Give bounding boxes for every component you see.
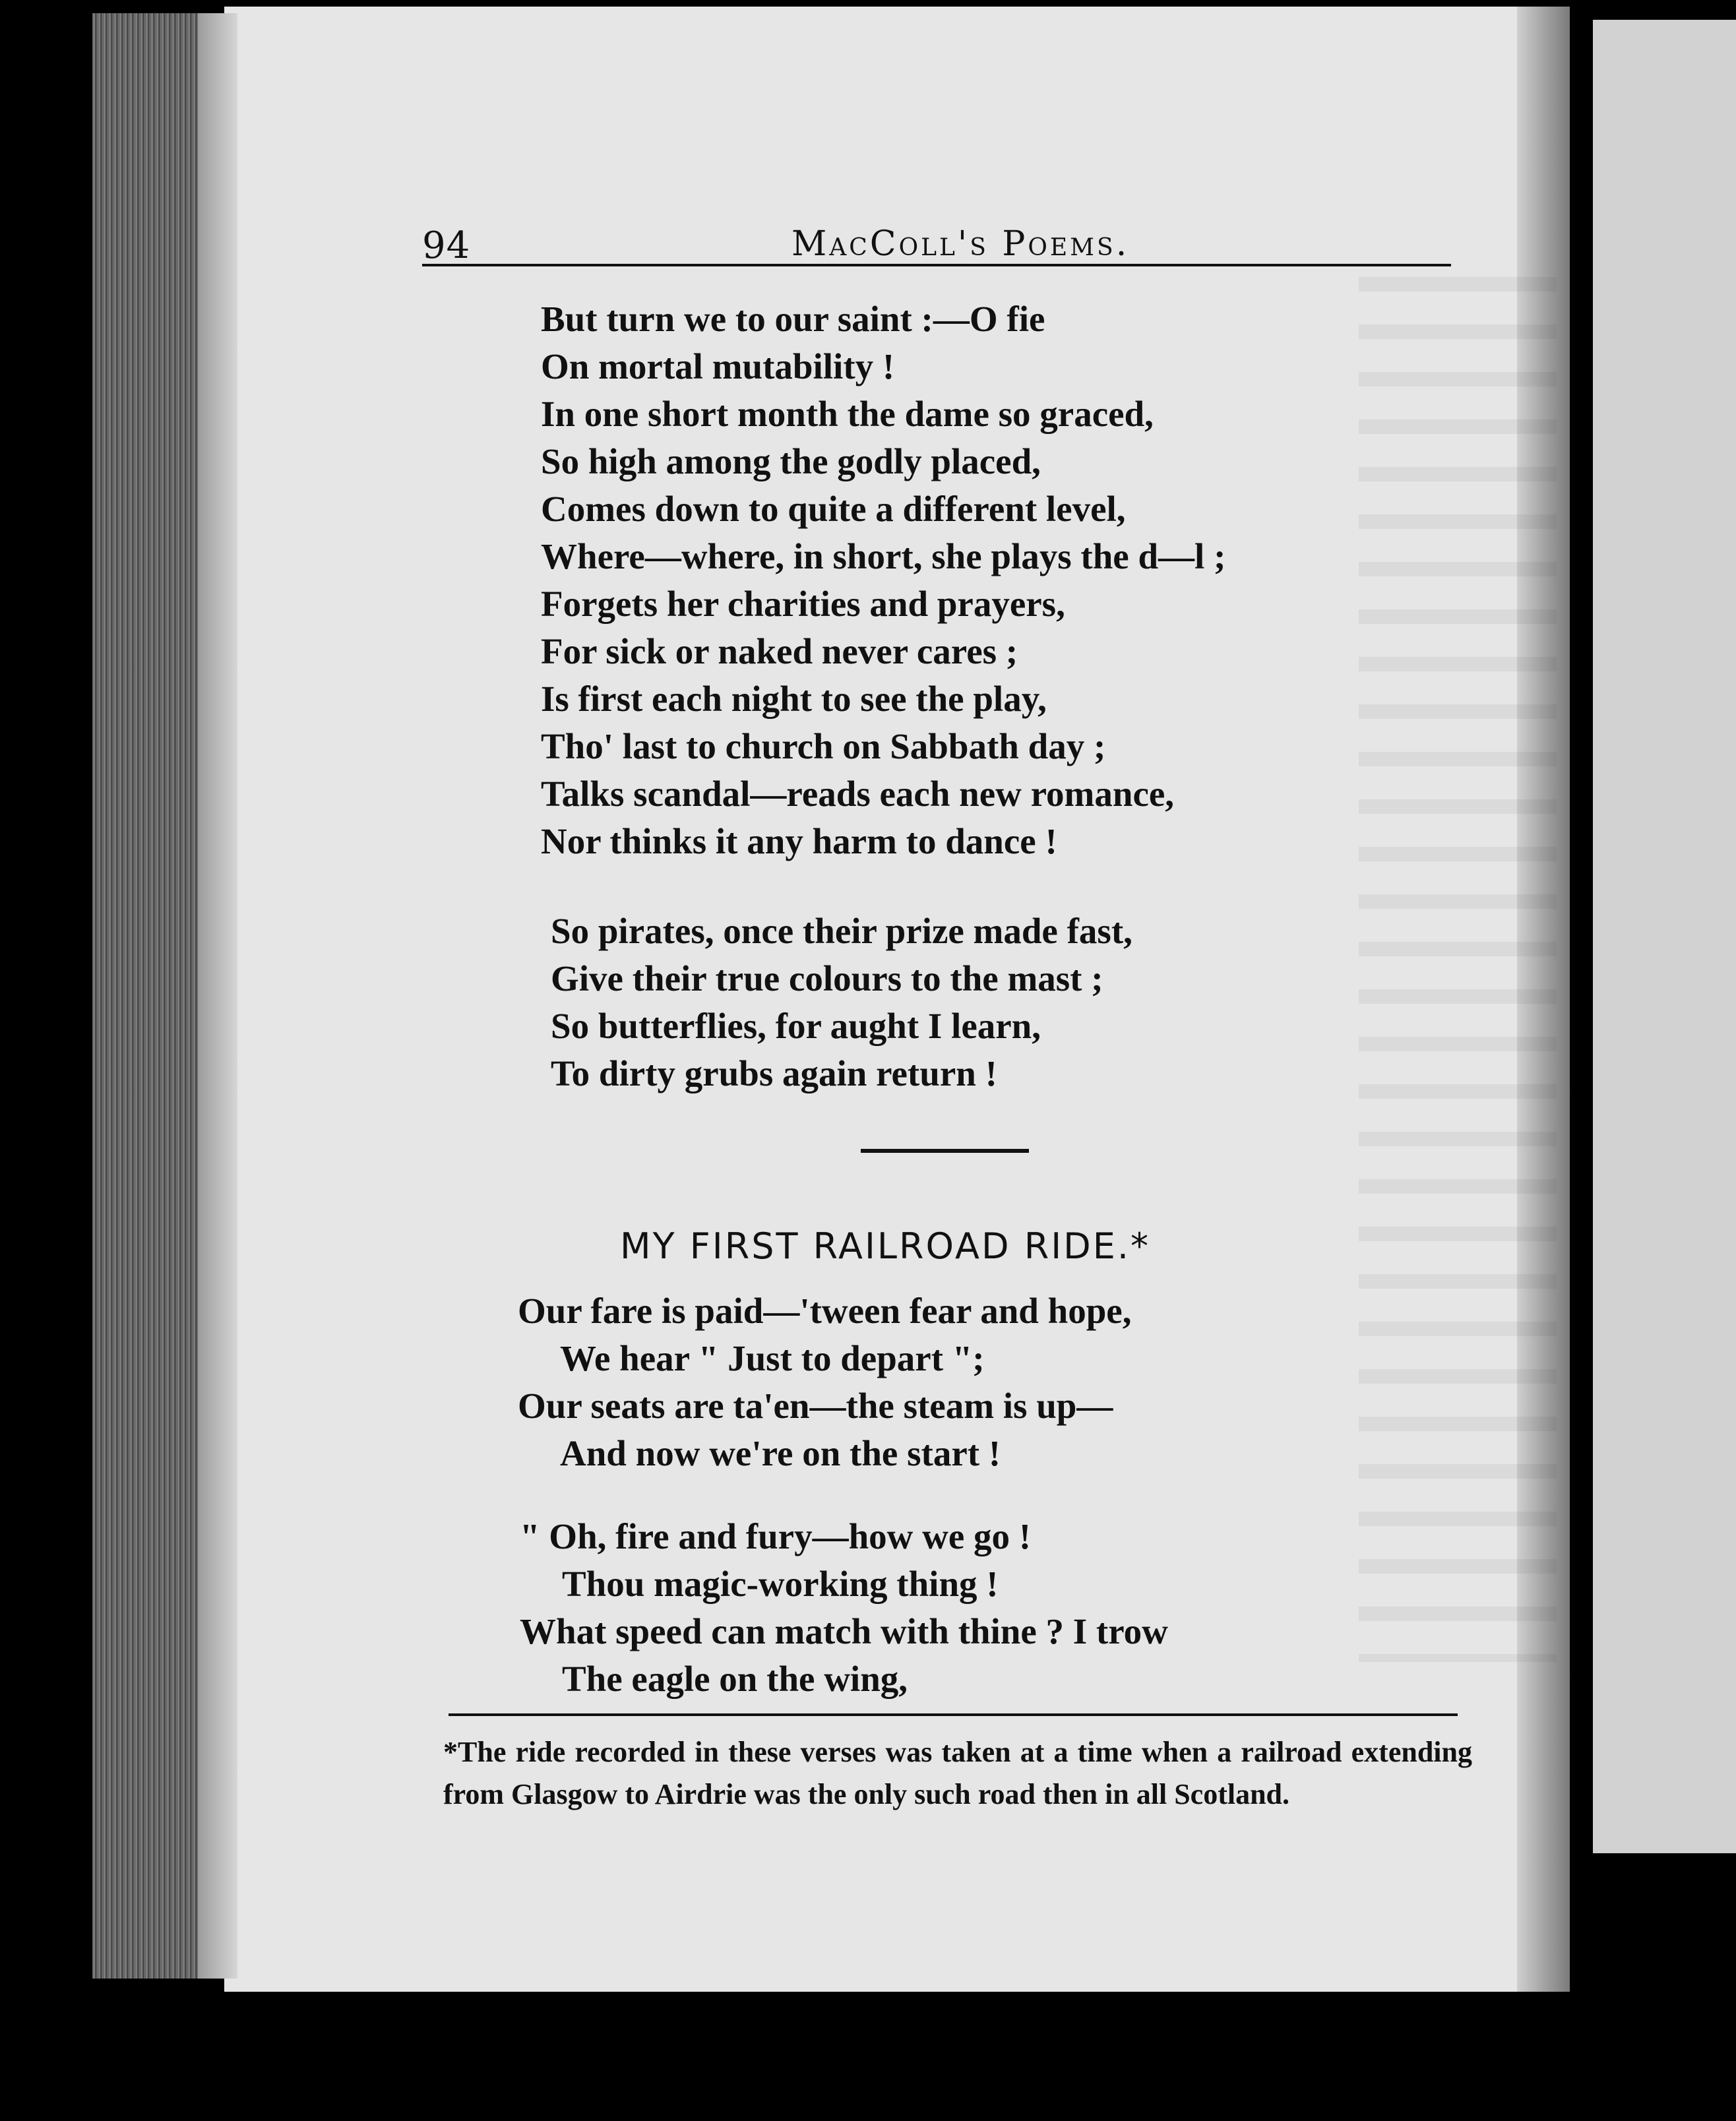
verse-line: To dirty grubs again return ! [551, 1053, 997, 1093]
section-divider [861, 1149, 1029, 1153]
footnote-rule [449, 1713, 1458, 1716]
verse-line: But turn we to our saint :—O fie [541, 299, 1045, 339]
verse-line: For sick or naked never cares ; [541, 631, 1018, 671]
stanza-2 [551, 907, 1132, 1097]
page-header [422, 218, 1451, 266]
facing-page-sliver [1593, 20, 1736, 1853]
verse-line: Our seats are ta'en—the steam is up— [518, 1386, 1113, 1426]
verse-line: Where—where, in short, she plays the d—l ; [541, 536, 1226, 576]
verse-line: Talks scandal—reads each new romance, [541, 774, 1175, 814]
verse-line: Tho' last to church on Sabbath day ; [541, 726, 1106, 766]
show-through-text [1359, 277, 1557, 1662]
verse-line: " Oh, fire and fury—how we go ! [520, 1516, 1032, 1556]
verse-line: The eagle on the wing, [562, 1659, 908, 1699]
verse-line: Comes down to quite a different level, [541, 489, 1126, 529]
verse-line: In one short month the dame so graced, [541, 394, 1154, 434]
stanza-1 [541, 295, 1225, 865]
verse-line: And now we're on the start ! [560, 1433, 1001, 1473]
verse-line: What speed can match with thine ? I trow [520, 1611, 1168, 1651]
verse-line: On mortal mutability ! [541, 346, 895, 386]
poem-title: MY FIRST RAILROAD RIDE.* [620, 1225, 1151, 1267]
page-number: 94 [422, 224, 471, 267]
page-edge-shadow [198, 13, 237, 1979]
running-title: MacColl's Poems. [791, 224, 1130, 264]
verse-line: Is first each night to see the play, [541, 679, 1047, 719]
stanza-3 [518, 1287, 1131, 1477]
verse-line: We hear " Just to depart "; [560, 1338, 985, 1378]
stanza-4 [520, 1513, 1168, 1703]
verse-line: Our fare is paid—'tween fear and hope, [518, 1291, 1132, 1331]
verse-line: Give their true colours to the mast ; [551, 958, 1103, 999]
footnote: *The ride recorded in these verses was taken at a time when a railroad extending from Glasgow to Airdrie was the only such road then in all Scotland. [443, 1736, 1472, 1810]
verse-line: So high among the godly placed, [541, 441, 1041, 481]
verse-line: Forgets her charities and prayers, [541, 584, 1065, 624]
verse-line: Nor thinks it any harm to dance ! [541, 821, 1057, 861]
verse-line: So pirates, once their prize made fast, [551, 911, 1132, 951]
verse-line: Thou magic-working thing ! [562, 1564, 999, 1604]
verse-line: So butterflies, for aught I learn, [551, 1006, 1041, 1046]
